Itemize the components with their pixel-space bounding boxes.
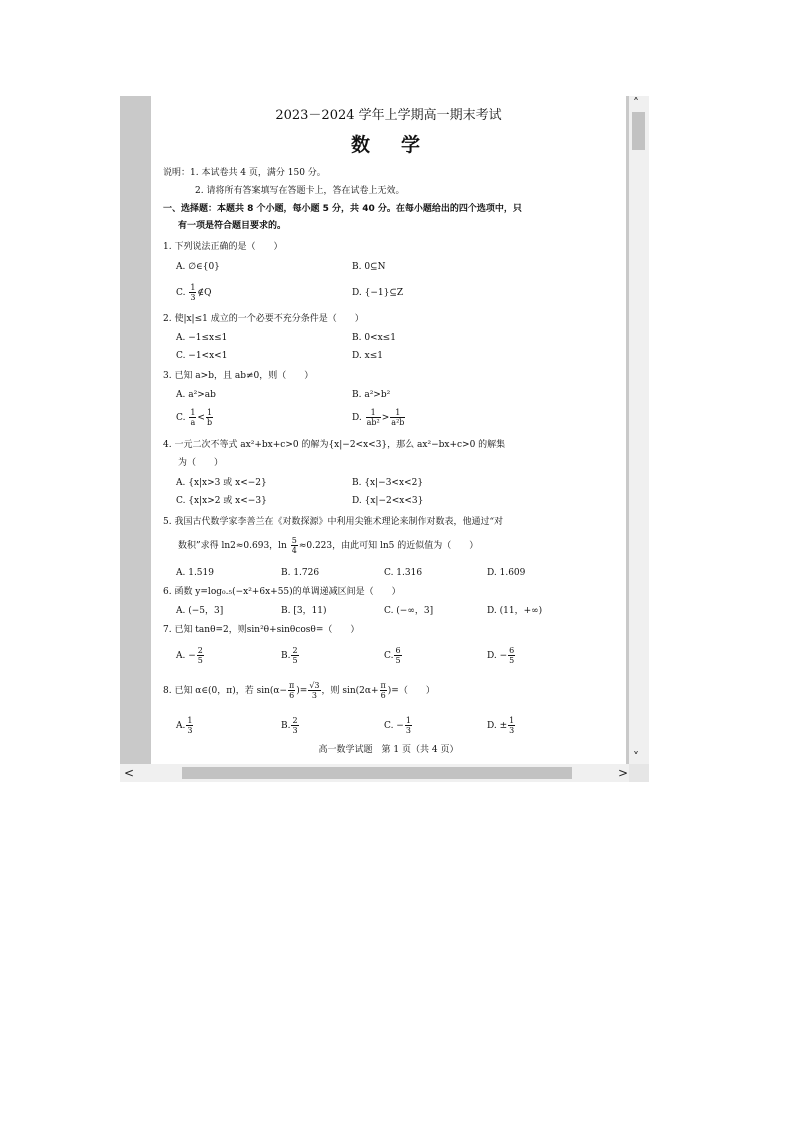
q8-option-c: C. − $\frac{1}{3}$ — [384, 716, 411, 735]
horizontal-scrollbar[interactable] — [120, 764, 629, 782]
q8-option-a: A. $\frac{1}{3}$ — [176, 716, 193, 735]
q7-option-c: C. $\frac{6}{5}$ — [384, 646, 401, 665]
q1-option-c: C. $\frac{1}{3}$ ∉Q — [176, 283, 212, 302]
scrollbar-corner — [629, 764, 649, 782]
q4-option-a: A. {x|x>3 或 x<−2} — [176, 478, 267, 488]
q7-option-a: A. − $\frac{2}{5}$ — [176, 646, 203, 665]
q3-stem: 3. 已知 a>b，且 ab≠0，则（ ） — [163, 371, 314, 381]
q5-option-c: C. 1.316 — [384, 568, 423, 578]
vertical-scroll-thumb[interactable] — [632, 112, 645, 150]
q8-stem: 8. 已知 α∈(0，π)，若 sin(α− $\frac{\pi}{6}$ )= $\frac{√3}{3}$ ，则 sin(2α+ $\frac{\pi}{6}$ )=（ ） — [163, 681, 435, 700]
q4-stem-line-2: 为（ ） — [178, 458, 224, 468]
scroll-left-icon[interactable]: < — [124, 766, 135, 780]
q3-option-d: D. $\frac{1}{\text{ab²}}$ > $\frac{1}{\text{a²b}}$ — [352, 408, 405, 427]
q1-option-a: A. ∅∈{0} — [176, 262, 220, 272]
page-footer: 高一数学试题 第 1 页（共 4 页） — [318, 745, 459, 755]
q3-option-b: B. a²>b² — [352, 390, 391, 400]
section-heading-line-2: 有一项是符合题目要求的。 — [178, 221, 287, 231]
note-1: 说明：1. 本试卷共 4 页，满分 150 分。 — [163, 168, 326, 178]
subject-title: 数 学 — [350, 134, 426, 156]
q1-stem: 1. 下列说法正确的是（ ） — [163, 242, 283, 252]
q8-option-b: B. $\frac{2}{3}$ — [281, 716, 298, 735]
q5-option-b: B. 1.726 — [281, 568, 320, 578]
q6-option-a: A. (−5，3] — [176, 606, 224, 616]
vertical-scrollbar[interactable] — [629, 96, 649, 764]
q5-stem-line-1: 5. 我国古代数学家李善兰在《对数探源》中利用尖锥术理论来制作对数表，他通过“对 — [163, 517, 504, 527]
scroll-down-icon[interactable]: ˅ — [633, 750, 639, 764]
q2-stem: 2. 使|x|≤1 成立的一个必要不充分条件是（ ） — [163, 314, 364, 324]
q4-option-c: C. {x|x>2 或 x<−3} — [176, 496, 267, 506]
q7-option-b: B. $\frac{2}{5}$ — [281, 646, 298, 665]
section-heading-line-1: 一、选择题：本题共 8 个小题，每小题 5 分，共 40 分。在每小题给出的四个选项中，只 — [163, 204, 522, 214]
q6-stem: 6. 函数 y=log₀.₅(−x²+6x+55)的单调递减区间是（ ） — [163, 587, 401, 597]
q6-option-b: B. [3，11) — [281, 606, 327, 616]
q2-option-b: B. 0<x≤1 — [352, 333, 396, 343]
note-2: 2. 请将所有答案填写在答题卡上，答在试卷上无效。 — [195, 186, 405, 196]
q6-option-c: C. (−∞，3] — [384, 606, 434, 616]
scroll-right-icon[interactable]: > — [618, 766, 629, 780]
q2-option-c: C. −1<x<1 — [176, 351, 228, 361]
q4-stem-line-1: 4. 一元二次不等式 ax²+bx+c>0 的解为{x|−2<x<3}，那么 ax²−bx+c>0 的解集 — [163, 440, 506, 450]
q1-option-b: B. 0⊆N — [352, 262, 386, 272]
q1-option-d: D. {−1}⊆Z — [352, 288, 404, 298]
q6-option-d: D. (11，+∞) — [487, 606, 543, 616]
q5-option-d: D. 1.609 — [487, 568, 526, 578]
q7-stem: 7. 已知 tanθ=2，则sin²θ+sinθcosθ=（ ） — [163, 625, 360, 635]
fraction: $\frac{1}{3}$ — [190, 283, 196, 302]
q3-option-c: C. $\frac{1}{a}$ < $\frac{1}{b}$ — [176, 408, 213, 427]
q5-stem-line-2: 数积”求得 ln2≈0.693，ln $\frac{5}{4}$ ≈0.223，由此可知 ln5 的近似值为（ ） — [178, 536, 479, 555]
q7-option-d: D. − $\frac{6}{5}$ — [487, 646, 515, 665]
document-viewer — [120, 96, 649, 782]
q4-option-d: D. {x|−2<x<3} — [352, 496, 424, 506]
exam-page — [151, 96, 626, 764]
q8-option-d: D. ± $\frac{1}{3}$ — [487, 716, 515, 735]
scroll-up-icon[interactable]: ˄ — [633, 96, 639, 110]
q2-option-d: D. x≤1 — [352, 351, 383, 361]
q3-option-a: A. a²>ab — [176, 390, 216, 400]
horizontal-scroll-thumb[interactable] — [182, 767, 572, 779]
q2-option-a: A. −1≤x≤1 — [176, 333, 228, 343]
exam-title: 2023－2024 学年上学期高一期末考试 — [275, 108, 502, 123]
q5-option-a: A. 1.519 — [176, 568, 214, 578]
q4-option-b: B. {x|−3<x<2} — [352, 478, 424, 488]
